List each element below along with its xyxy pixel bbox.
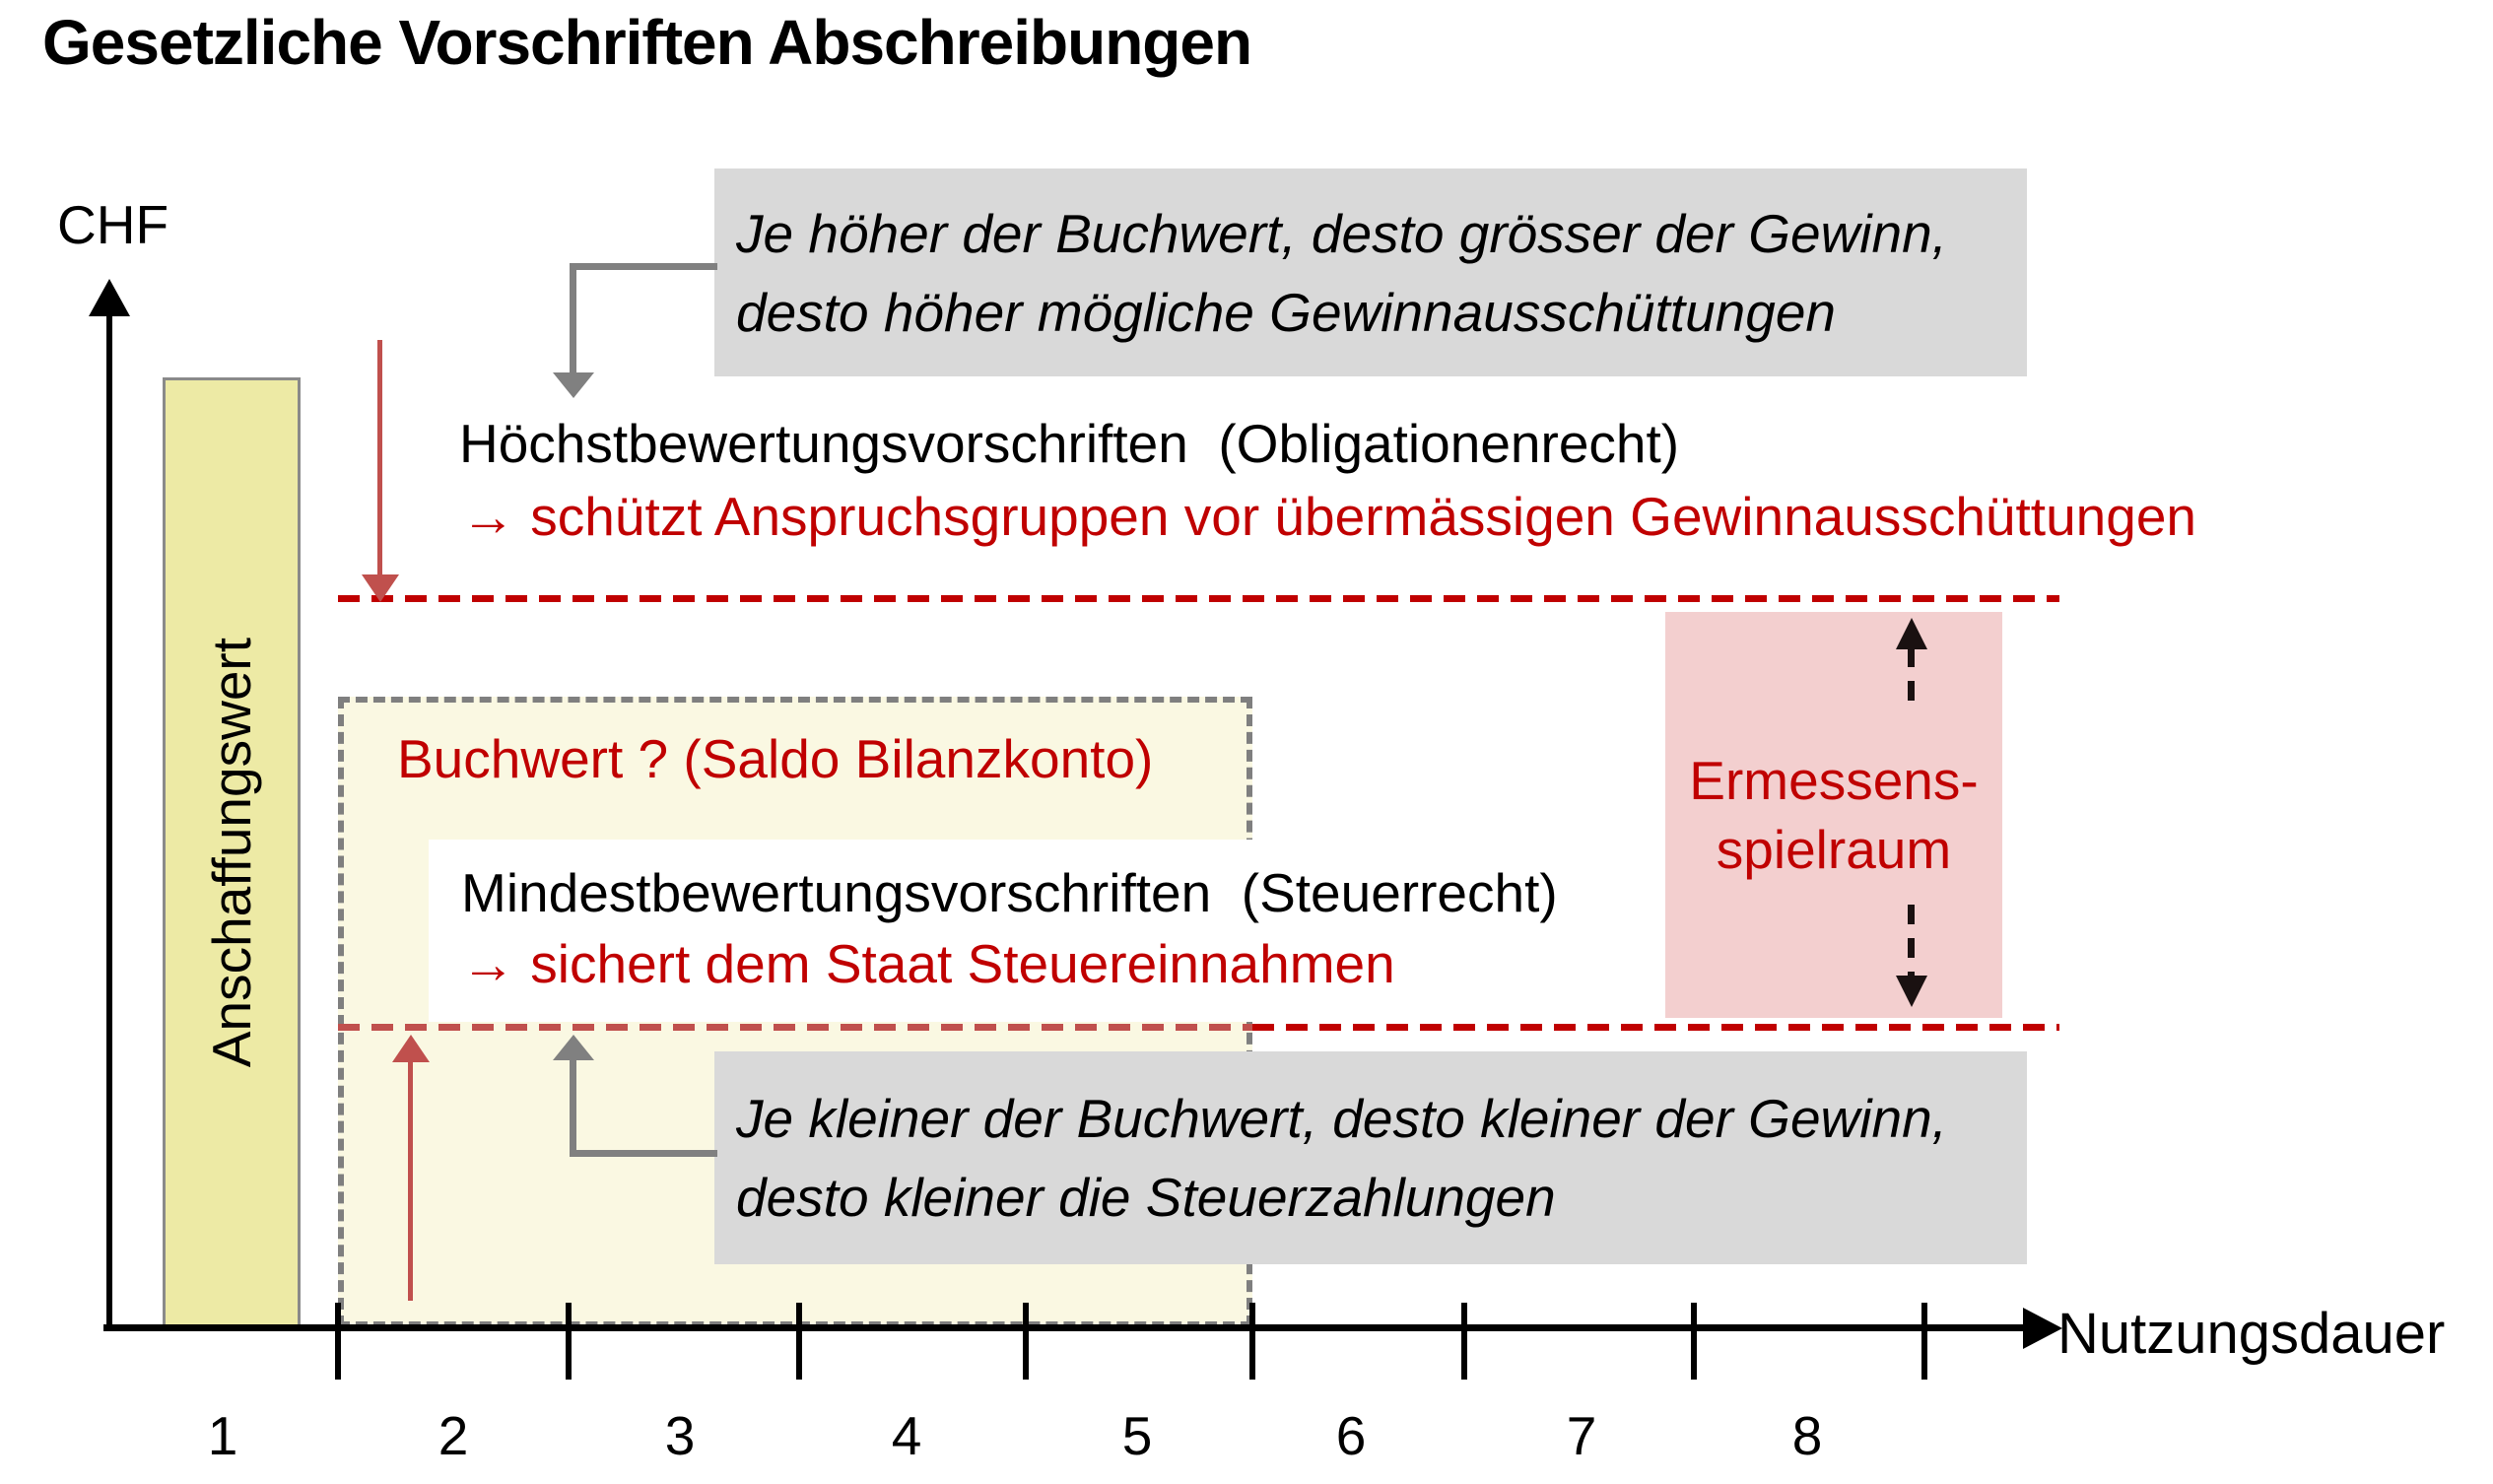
x-axis bbox=[103, 1324, 2025, 1331]
book-value-label: Buchwert ? (Saldo Bilanzkonto) bbox=[397, 728, 1154, 789]
top-callout-box bbox=[714, 169, 2027, 376]
top-connector-horizontal bbox=[570, 263, 717, 270]
x-tick-label: 7 bbox=[1566, 1405, 1597, 1466]
x-tick bbox=[1249, 1303, 1255, 1380]
x-tick bbox=[335, 1303, 341, 1380]
dashed-arrow-up-shaft bbox=[1908, 647, 1915, 708]
page-title: Gesetzliche Vorschriften Abschreibungen bbox=[42, 7, 1252, 78]
discretion-line2: spielraum bbox=[1716, 819, 1952, 880]
bottom-callout-box bbox=[714, 1051, 2027, 1264]
x-tick bbox=[566, 1303, 572, 1380]
x-axis-label: Nutzungsdauer bbox=[2057, 1302, 2446, 1366]
arrow-down-icon bbox=[1896, 976, 1927, 1007]
x-tick bbox=[1691, 1303, 1697, 1380]
bottom-connector-arrowhead-icon bbox=[553, 1035, 594, 1060]
x-tick bbox=[1461, 1303, 1467, 1380]
x-axis-arrowhead-icon bbox=[2023, 1308, 2062, 1349]
dashed-arrow-down-shaft bbox=[1908, 905, 1915, 976]
x-tick-label: 6 bbox=[1335, 1405, 1367, 1466]
top-connector-vertical bbox=[570, 263, 576, 373]
x-tick-label: 8 bbox=[1791, 1405, 1823, 1466]
x-tick-label: 5 bbox=[1121, 1405, 1153, 1466]
top-callout-line2: desto höher mögliche Gewinnausschüttungen bbox=[736, 281, 1837, 343]
x-tick bbox=[796, 1303, 802, 1380]
upper-limit-arrow-shaft bbox=[377, 340, 382, 576]
top-callout-line1: Je höher der Buchwert, desto grösser der Gewinn, bbox=[736, 202, 1947, 264]
top-connector-arrowhead-icon bbox=[553, 372, 594, 398]
y-axis-arrowhead-icon bbox=[89, 279, 130, 316]
acquisition-value-label: Anschaffungswert bbox=[201, 637, 262, 1068]
x-tick-label: 2 bbox=[438, 1405, 469, 1466]
lower-limit-arrow-shaft bbox=[408, 1060, 413, 1301]
discretion-line1: Ermessens- bbox=[1689, 750, 1979, 811]
y-axis-label: CHF bbox=[57, 194, 169, 255]
bottom-connector-vertical bbox=[570, 1058, 576, 1157]
lower-rule-heading: Mindestbewertungsvorschriften (Steuerrecht) bbox=[461, 862, 1558, 923]
x-tick-label: 3 bbox=[664, 1405, 696, 1466]
lower-limit-dashed-line-left bbox=[338, 1024, 1252, 1031]
x-tick-label: 4 bbox=[891, 1405, 922, 1466]
upper-rule-heading: Höchstbewertungsvorschriften (Obligationenrecht) bbox=[459, 413, 1680, 474]
lower-limit-arrow-icon bbox=[392, 1035, 430, 1062]
x-tick bbox=[1023, 1303, 1029, 1380]
lower-rule-note: → sichert dem Staat Steuereinnahmen bbox=[461, 933, 1395, 994]
upper-limit-arrow-icon bbox=[362, 574, 399, 602]
x-tick-label: 1 bbox=[207, 1405, 238, 1466]
bottom-callout-line2: desto kleiner die Steuerzahlungen bbox=[736, 1167, 1556, 1228]
arrow-up-icon bbox=[1896, 618, 1927, 649]
upper-limit-dashed-line bbox=[338, 595, 2059, 602]
bottom-connector-horizontal bbox=[570, 1150, 717, 1157]
discretion-range-box bbox=[1665, 612, 2002, 1018]
acquisition-value-bar bbox=[163, 377, 301, 1327]
upper-rule-note: → schützt Anspruchsgruppen vor übermässigen Gewinnausschüttungen bbox=[461, 486, 2197, 547]
lower-limit-dashed-line-right bbox=[1252, 1024, 2059, 1031]
bottom-callout-line1: Je kleiner der Buchwert, desto kleiner der Gewinn, bbox=[736, 1088, 1947, 1149]
y-axis bbox=[106, 313, 112, 1330]
x-tick bbox=[1921, 1303, 1927, 1380]
